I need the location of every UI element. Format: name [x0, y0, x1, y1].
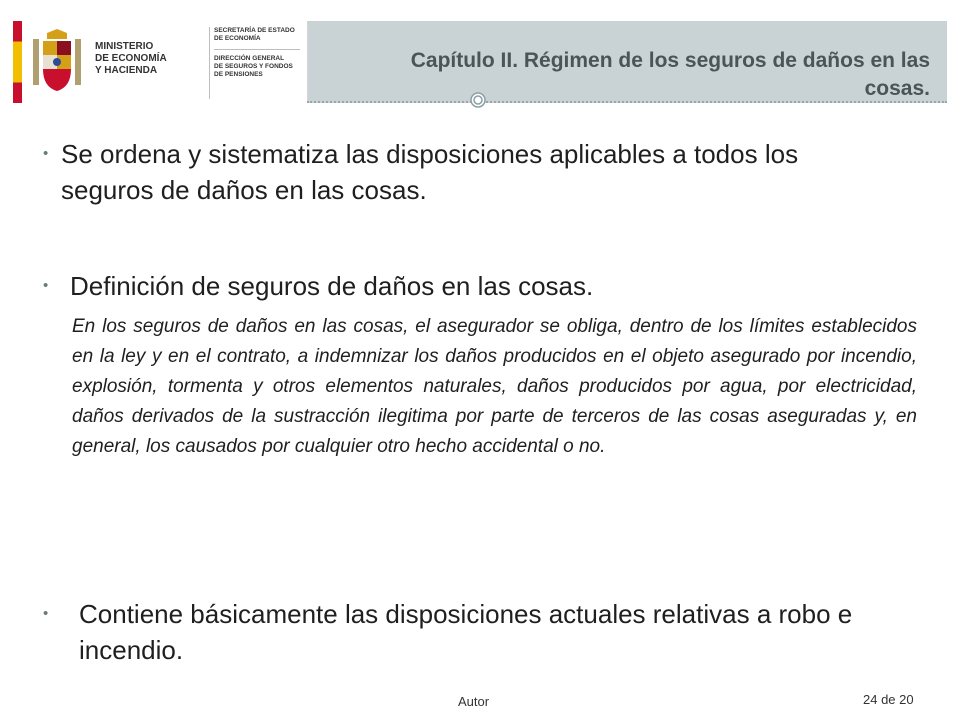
bullet-item-2	[43, 268, 890, 304]
direccion-line-3: DE PENSIONES	[214, 71, 263, 78]
bullet-text-1: Se ordena y sistematiza las disposiciones aplicables a todos los seguros de daños en las cosas.	[61, 139, 799, 205]
header-divider	[307, 101, 947, 103]
bullet-text-2: Definición de seguros de daños en las cosas.	[70, 271, 594, 301]
bullet-text-3: Contiene básicamente las disposiciones actuales relativas a robo e incendio.	[79, 599, 853, 665]
secretaria-line-1: SECRETARÍA DE ESTADO	[214, 27, 295, 34]
page-number: 24 de 20	[863, 692, 914, 707]
logo-divider	[214, 49, 300, 50]
secretaria-line-2: DE ECONOMÍA	[214, 35, 261, 42]
ministry-name	[95, 41, 203, 77]
concentric-circle-icon	[470, 92, 486, 108]
ministry-line-1: MINISTERIO	[95, 41, 154, 52]
bullet-dot-icon: •	[43, 277, 49, 294]
bullet-item-1	[43, 136, 861, 208]
ministry-line-2: DE ECONOMÍA	[95, 53, 167, 64]
definition-paragraph: En los seguros de daños en las cosas, el asegurador se obliga, dentro de los límites establecidos en la ley y en el contrato, a indemnizar los daños producidos en el objeto asegurado por incendio, explosión, tormenta y otros elementos naturales, daños producidos por agua, por electricidad, daños derivados de la sustracción ilegitima por parte de terceros de las cosas aseguradas y, en general, los causados por cualquier otro hecho accidental o no.	[72, 316, 917, 457]
ministry-logo	[13, 21, 308, 103]
bullet-item-3	[43, 596, 909, 668]
footer-author: Autor	[458, 694, 490, 709]
ministry-line-3: Y HACIENDA	[95, 65, 158, 76]
page-title: Capítulo II. Régimen de los seguros de daños en las cosas.	[410, 49, 930, 100]
directorate-name	[209, 27, 305, 99]
direccion-line-1: DIRECCIÓN GENERAL	[214, 55, 285, 62]
coat-of-arms-icon	[29, 29, 85, 95]
bullet-dot-icon: •	[43, 605, 49, 622]
direccion-line-2: DE SEGUROS Y FONDOS	[214, 63, 293, 70]
bullet-dot-icon: •	[43, 145, 49, 162]
flag-stripe	[13, 21, 22, 103]
